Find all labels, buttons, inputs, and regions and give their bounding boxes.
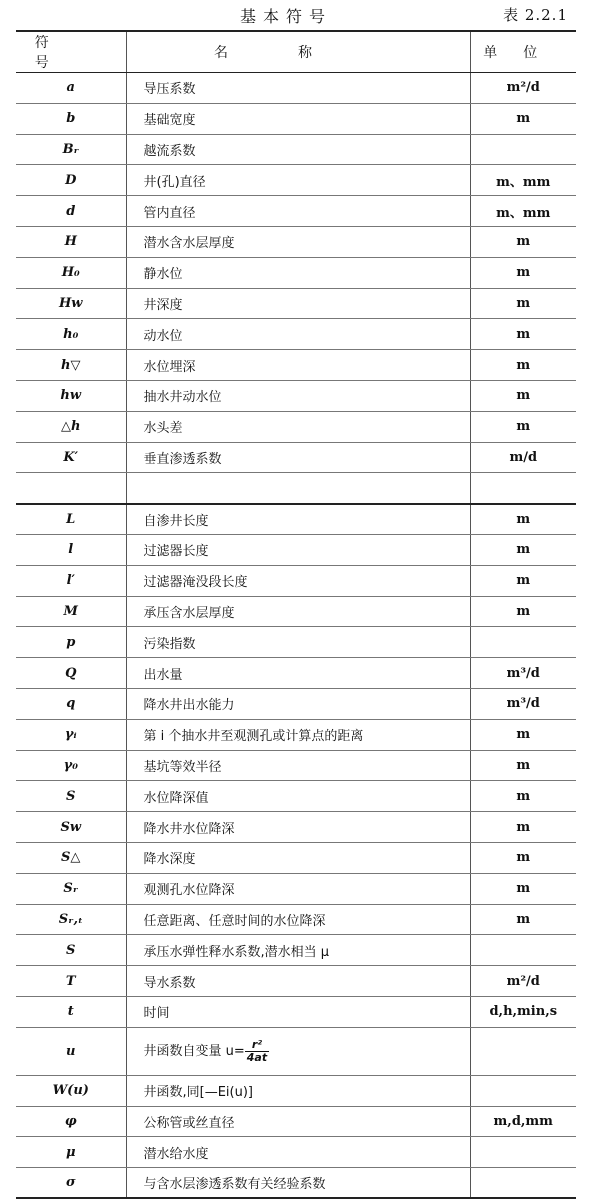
unit-cell: m xyxy=(470,596,576,627)
symbol-cell: d xyxy=(16,196,126,227)
name-cell xyxy=(126,688,470,719)
table-row xyxy=(16,350,576,381)
name-cell xyxy=(126,442,470,473)
symbol-cell: γᵢ xyxy=(16,719,126,750)
table-row xyxy=(16,257,576,288)
table-row xyxy=(16,996,576,1027)
symbol-cell: Bᵣ xyxy=(16,134,126,165)
name-text: 导压系数 xyxy=(143,82,196,98)
symbol-cell: l xyxy=(16,534,126,565)
symbol-cell: Sᵣ,ₜ xyxy=(16,904,126,935)
symbol-cell: H xyxy=(16,226,126,257)
name-cell xyxy=(126,1168,470,1199)
name-cell xyxy=(126,1137,470,1168)
table-row xyxy=(16,288,576,319)
name-text: 任意距离、任意时间的水位降深 xyxy=(143,913,326,929)
name-text: 静水位 xyxy=(143,267,183,283)
table-row xyxy=(16,812,576,843)
symbol-cell: γ₀ xyxy=(16,750,126,781)
name-cell xyxy=(126,350,470,381)
column-header-symbol: 符号 xyxy=(16,31,126,73)
unit-cell: m xyxy=(470,565,576,596)
symbol-cell: K′ xyxy=(16,442,126,473)
table-row xyxy=(16,380,576,411)
name-text: 基础宽度 xyxy=(143,113,196,129)
table-row xyxy=(16,596,576,627)
table-row xyxy=(16,196,576,227)
table-row xyxy=(16,103,576,134)
fraction xyxy=(245,1039,269,1064)
name-text: 过滤器淹没段长度 xyxy=(143,575,248,591)
name-text: 井函数,同[—Ei(u)] xyxy=(143,1085,253,1101)
unit-cell xyxy=(470,1075,576,1106)
symbol-cell: △h xyxy=(16,411,126,442)
name-cell xyxy=(126,966,470,997)
table-header-bar xyxy=(0,0,590,30)
name-text: 抽水井动水位 xyxy=(143,390,222,406)
unit-cell: m xyxy=(470,319,576,350)
symbol-cell: D xyxy=(16,165,126,196)
table-row xyxy=(16,504,576,535)
name-text: 降水深度 xyxy=(143,852,196,868)
symbol-cell: t xyxy=(16,996,126,1027)
unit-cell xyxy=(470,134,576,165)
name-text: 导水系数 xyxy=(143,975,196,991)
unit-cell: m³/d xyxy=(470,688,576,719)
unit-cell: m xyxy=(470,812,576,843)
name-text: 动水位 xyxy=(143,328,183,344)
table-row xyxy=(16,658,576,689)
table-row xyxy=(16,134,576,165)
name-cell xyxy=(126,750,470,781)
name-text: 水位降深值 xyxy=(143,790,209,806)
name-text: 第 i 个抽水井至观测孔或计算点的距离 xyxy=(143,729,364,745)
table-head-row xyxy=(16,31,576,73)
name-cell xyxy=(126,103,470,134)
name-text: 污染指数 xyxy=(143,636,196,652)
table-row xyxy=(16,842,576,873)
unit-cell: m xyxy=(470,781,576,812)
symbols-table xyxy=(16,30,576,1199)
name-text: 潜水给水度 xyxy=(143,1146,209,1162)
name-text: 出水量 xyxy=(143,667,183,683)
name-cell xyxy=(126,534,470,565)
name-cell xyxy=(126,596,470,627)
name-cell xyxy=(126,719,470,750)
name-text: 时间 xyxy=(143,1006,170,1022)
name-text: 承压含水层厚度 xyxy=(143,605,235,621)
symbol-cell: a xyxy=(16,73,126,104)
table-row xyxy=(16,966,576,997)
symbol-cell: Hw xyxy=(16,288,126,319)
name-cell xyxy=(126,257,470,288)
name-cell xyxy=(126,935,470,966)
name-cell xyxy=(126,627,470,658)
table-row xyxy=(16,442,576,473)
unit-cell: m xyxy=(470,873,576,904)
name-cell xyxy=(126,658,470,689)
name-text: 与含水层渗透系数有关经验系数 xyxy=(143,1177,326,1193)
name-cell xyxy=(126,1027,470,1075)
table-row xyxy=(16,688,576,719)
name-cell xyxy=(126,812,470,843)
table-row xyxy=(16,1137,576,1168)
unit-cell: m xyxy=(470,842,576,873)
name-text: 井深度 xyxy=(143,297,183,313)
name-cell xyxy=(126,73,470,104)
unit-cell: m、mm xyxy=(470,165,576,196)
column-header-unit: 单位 xyxy=(470,31,576,73)
symbol-cell: M xyxy=(16,596,126,627)
name-cell xyxy=(126,1106,470,1137)
symbol-cell: S△ xyxy=(16,842,126,873)
table-row xyxy=(16,719,576,750)
table-row xyxy=(16,750,576,781)
symbol-cell: T xyxy=(16,966,126,997)
name-text: 过滤器长度 xyxy=(143,544,209,560)
unit-cell: m xyxy=(470,257,576,288)
table-row xyxy=(16,226,576,257)
table-body xyxy=(16,73,576,1199)
name-text: 观测孔水位降深 xyxy=(143,883,235,899)
unit-cell: m xyxy=(470,380,576,411)
symbol-cell: μ xyxy=(16,1137,126,1168)
table-row xyxy=(16,73,576,104)
name-cell xyxy=(126,1075,470,1106)
symbol-cell: h₀ xyxy=(16,319,126,350)
table-row xyxy=(16,1027,576,1075)
symbol-cell: q xyxy=(16,688,126,719)
table-title: 基本符号 xyxy=(240,7,333,26)
name-cell xyxy=(126,319,470,350)
table-row xyxy=(16,781,576,812)
name-text: 水头差 xyxy=(143,421,183,437)
name-text: 水位埋深 xyxy=(143,359,196,375)
symbol-cell: H₀ xyxy=(16,257,126,288)
name-cell xyxy=(126,904,470,935)
name-text: 降水井水位降深 xyxy=(143,821,235,837)
unit-cell: m xyxy=(470,750,576,781)
symbol-cell: S xyxy=(16,781,126,812)
unit-cell: m xyxy=(470,411,576,442)
table-row xyxy=(16,411,576,442)
unit-cell: m xyxy=(470,904,576,935)
symbol-cell: σ xyxy=(16,1168,126,1199)
unit-cell: m,d,mm xyxy=(470,1106,576,1137)
unit-cell: m xyxy=(470,288,576,319)
symbol-cell: L xyxy=(16,504,126,535)
unit-cell: m xyxy=(470,103,576,134)
symbol-cell: l′ xyxy=(16,565,126,596)
name-text: 井(孔)直径 xyxy=(143,174,206,190)
table-number: 表 2.2.1 xyxy=(503,6,568,24)
name-cell xyxy=(126,565,470,596)
name-text: 基坑等效半径 xyxy=(143,759,222,775)
table-row xyxy=(16,1106,576,1137)
column-header-name: 名称 xyxy=(126,31,470,73)
unit-cell: m、mm xyxy=(470,196,576,227)
symbol-cell: h▽ xyxy=(16,350,126,381)
name-text: 垂直渗透系数 xyxy=(143,451,222,467)
name-text: 潜水含水层厚度 xyxy=(143,236,235,252)
unit-cell xyxy=(470,627,576,658)
table-row xyxy=(16,319,576,350)
table-row xyxy=(16,534,576,565)
table-row xyxy=(16,165,576,196)
unit-cell xyxy=(470,1137,576,1168)
name-cell xyxy=(126,781,470,812)
unit-cell: m xyxy=(470,226,576,257)
name-cell xyxy=(126,165,470,196)
name-cell xyxy=(126,288,470,319)
unit-cell: m²/d xyxy=(470,73,576,104)
name-cell xyxy=(126,411,470,442)
symbol-cell: hw xyxy=(16,380,126,411)
symbol-cell: S xyxy=(16,935,126,966)
table-row xyxy=(16,1075,576,1106)
name-text: 公称管或丝直径 xyxy=(143,1115,235,1131)
symbol-cell: W(u) xyxy=(16,1075,126,1106)
name-cell xyxy=(126,196,470,227)
table-row xyxy=(16,1168,576,1199)
name-text: 自渗井长度 xyxy=(143,513,209,529)
name-cell xyxy=(126,226,470,257)
name-cell xyxy=(126,134,470,165)
symbol-cell: b xyxy=(16,103,126,134)
unit-cell: m xyxy=(470,504,576,535)
unit-cell: m³/d xyxy=(470,658,576,689)
table-row xyxy=(16,935,576,966)
fraction-denominator: 4at xyxy=(246,1050,268,1064)
unit-cell xyxy=(470,1168,576,1199)
symbol-cell: Sᵣ xyxy=(16,873,126,904)
fraction-numerator: r² xyxy=(245,1039,269,1052)
symbol-cell: Q xyxy=(16,658,126,689)
name-cell xyxy=(126,842,470,873)
section-divider xyxy=(16,473,576,504)
name-text: 越流系数 xyxy=(143,143,196,159)
table-row xyxy=(16,904,576,935)
unit-cell: m/d xyxy=(470,442,576,473)
name-text: 井函数自变量 u= xyxy=(143,1043,245,1059)
unit-cell: d,h,min,s xyxy=(470,996,576,1027)
symbol-cell: φ xyxy=(16,1106,126,1137)
name-text: 降水井出水能力 xyxy=(143,698,235,714)
unit-cell: m xyxy=(470,350,576,381)
symbol-cell: Sw xyxy=(16,812,126,843)
name-text: 承压水弹性释水系数,潜水相当 μ xyxy=(143,944,330,960)
symbol-cell: u xyxy=(16,1027,126,1075)
name-cell xyxy=(126,380,470,411)
name-cell xyxy=(126,873,470,904)
unit-cell: m²/d xyxy=(470,966,576,997)
unit-cell xyxy=(470,1027,576,1075)
symbol-cell: p xyxy=(16,627,126,658)
name-cell xyxy=(126,504,470,535)
table-row xyxy=(16,873,576,904)
table-row xyxy=(16,565,576,596)
table-row xyxy=(16,627,576,658)
name-text: 管内直径 xyxy=(143,205,196,221)
unit-cell: m xyxy=(470,719,576,750)
unit-cell xyxy=(470,935,576,966)
name-cell xyxy=(126,996,470,1027)
unit-cell: m xyxy=(470,534,576,565)
